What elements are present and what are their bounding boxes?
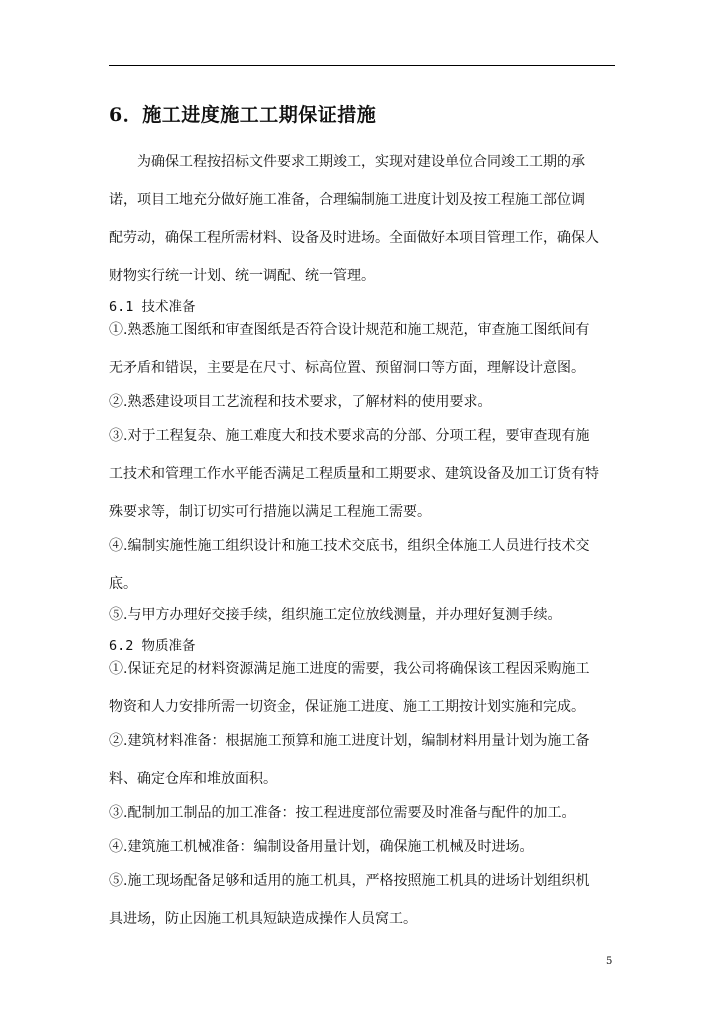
technical-line-3: ②.熟悉建设项目工艺流程和技术要求，了解材料的使用要求。 bbox=[109, 394, 492, 410]
material-line-3: ②.建筑材料准备：根据施工预算和施工进度计划，编制材料用量计划为施工备 bbox=[109, 733, 590, 749]
intro-line-4: 财物实行统一计划、统一调配、统一管理。 bbox=[109, 268, 375, 284]
subsection-title-material: 6.2 物质准备 bbox=[109, 638, 196, 654]
material-line-1: ①.保证充足的材料资源满足施工进度的需要，我公司将确保该工程因采购施工 bbox=[109, 661, 590, 677]
intro-line-1: 为确保工程按招标文件要求工期竣工，实现对建设单位合同竣工工期的承 bbox=[137, 154, 585, 170]
material-line-6: ④.建筑施工机械准备：编制设备用量计划，确保施工机械及时进场。 bbox=[109, 839, 534, 855]
technical-line-2: 无矛盾和错误，主要是在尺寸、标高位置、预留洞口等方面，理解设计意图。 bbox=[109, 360, 585, 376]
material-line-8: 具进场，防止因施工机具短缺造成操作人员窝工。 bbox=[109, 911, 417, 927]
technical-line-1: ①.熟悉施工图纸和审查图纸是否符合设计规范和施工规范，审查施工图纸间有 bbox=[109, 322, 590, 338]
technical-line-8: 底。 bbox=[109, 576, 137, 592]
technical-line-6: 殊要求等，制订切实可行措施以满足工程施工需要。 bbox=[109, 504, 431, 520]
material-line-7: ⑤.施工现场配备足够和适用的施工机具，严格按照施工机具的进场计划组织机 bbox=[109, 873, 590, 889]
section-heading: 6．施工进度施工工期保证措施 bbox=[109, 104, 377, 126]
subsection-title-technical: 6.1 技术准备 bbox=[109, 299, 196, 315]
header-rule bbox=[109, 65, 615, 66]
material-line-5: ③.配制加工制品的加工准备：按工程进度部位需要及时准备与配件的加工。 bbox=[109, 805, 576, 821]
technical-line-4: ③.对于工程复杂、施工难度大和技术要求高的分部、分项工程，要审查现有施 bbox=[109, 428, 590, 444]
intro-line-3: 配劳动，确保工程所需材料、设备及时进场。全面做好本项目管理工作，确保人 bbox=[109, 230, 599, 246]
intro-line-2: 诺，项目工地充分做好施工准备，合理编制施工进度计划及按工程施工部位调 bbox=[109, 192, 585, 208]
technical-line-7: ④.编制实施性施工组织设计和施工技术交底书，组织全体施工人员进行技术交 bbox=[109, 538, 590, 554]
technical-line-5: 工技术和管理工作水平能否满足工程质量和工期要求、建筑设备及加工订货有特 bbox=[109, 466, 599, 482]
technical-line-9: ⑤.与甲方办理好交接手续，组织施工定位放线测量，并办理好复测手续。 bbox=[109, 607, 562, 623]
material-line-2: 物资和人力安排所需一切资金，保证施工进度、施工工期按计划实施和完成。 bbox=[109, 699, 585, 715]
material-line-4: 料、确定仓库和堆放面积。 bbox=[109, 771, 277, 787]
page-number: 5 bbox=[606, 956, 613, 967]
